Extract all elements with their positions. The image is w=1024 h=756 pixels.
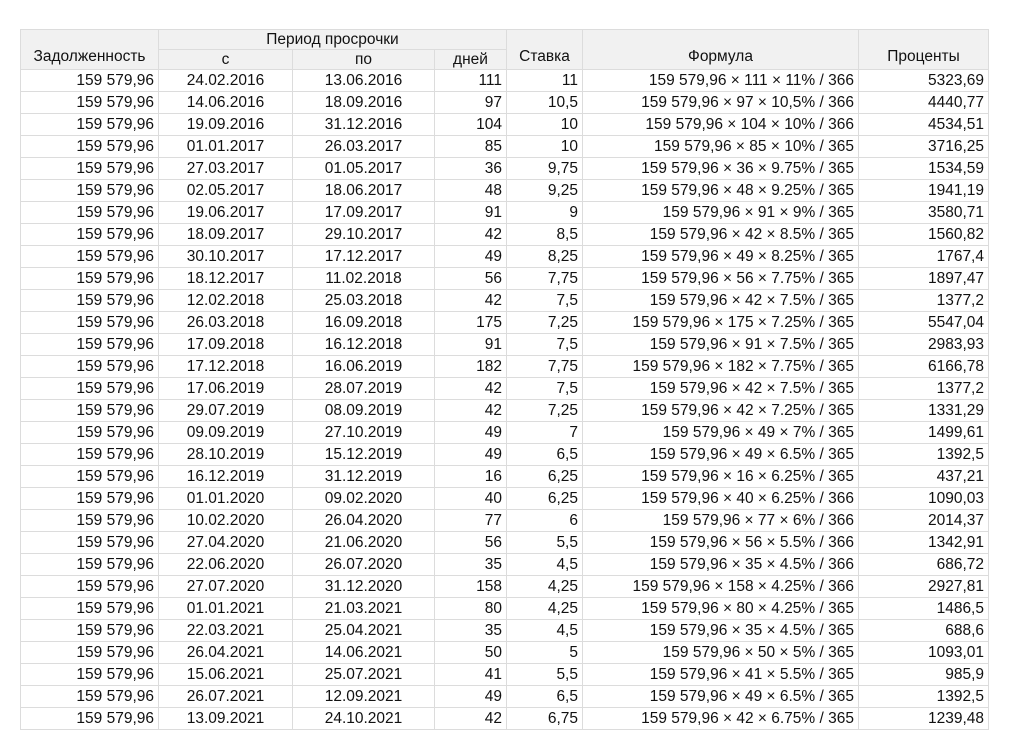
cell-to: 13.06.2016	[293, 70, 435, 92]
cell-rate: 7,5	[507, 290, 583, 312]
cell-rate: 9	[507, 202, 583, 224]
cell-interest: 1499,61	[859, 422, 989, 444]
cell-debt: 159 579,96	[21, 598, 159, 620]
table-row	[21, 290, 989, 312]
cell-to: 25.04.2021	[293, 620, 435, 642]
table-row	[21, 202, 989, 224]
cell-rate: 10	[507, 136, 583, 158]
header-from: с	[159, 50, 293, 70]
cell-debt: 159 579,96	[21, 180, 159, 202]
cell-debt: 159 579,96	[21, 422, 159, 444]
cell-days: 42	[435, 708, 507, 730]
cell-from: 26.04.2021	[159, 642, 293, 664]
cell-rate: 8,5	[507, 224, 583, 246]
cell-days: 40	[435, 488, 507, 510]
cell-from: 17.09.2018	[159, 334, 293, 356]
cell-days: 35	[435, 620, 507, 642]
cell-to: 16.12.2018	[293, 334, 435, 356]
cell-debt: 159 579,96	[21, 620, 159, 642]
cell-formula: 159 579,96 × 41 × 5.5% / 365	[583, 664, 859, 686]
cell-interest: 1342,91	[859, 532, 989, 554]
cell-to: 31.12.2020	[293, 576, 435, 598]
table-row	[21, 268, 989, 290]
cell-formula: 159 579,96 × 91 × 7.5% / 365	[583, 334, 859, 356]
cell-from: 16.12.2019	[159, 466, 293, 488]
cell-formula: 159 579,96 × 49 × 6.5% / 365	[583, 686, 859, 708]
cell-formula: 159 579,96 × 42 × 7.25% / 365	[583, 400, 859, 422]
cell-to: 08.09.2019	[293, 400, 435, 422]
cell-debt: 159 579,96	[21, 708, 159, 730]
cell-days: 36	[435, 158, 507, 180]
table-row	[21, 356, 989, 378]
cell-rate: 4,25	[507, 598, 583, 620]
cell-from: 26.03.2018	[159, 312, 293, 334]
cell-to: 31.12.2019	[293, 466, 435, 488]
cell-from: 17.06.2019	[159, 378, 293, 400]
cell-from: 19.09.2016	[159, 114, 293, 136]
cell-from: 29.07.2019	[159, 400, 293, 422]
cell-formula: 159 579,96 × 85 × 10% / 365	[583, 136, 859, 158]
cell-interest: 1377,2	[859, 378, 989, 400]
cell-days: 48	[435, 180, 507, 202]
cell-days: 91	[435, 202, 507, 224]
cell-rate: 6,25	[507, 488, 583, 510]
cell-to: 16.09.2018	[293, 312, 435, 334]
cell-interest: 688,6	[859, 620, 989, 642]
cell-interest: 3580,71	[859, 202, 989, 224]
cell-formula: 159 579,96 × 40 × 6.25% / 366	[583, 488, 859, 510]
table-row	[21, 422, 989, 444]
cell-rate: 5	[507, 642, 583, 664]
table-row	[21, 158, 989, 180]
cell-rate: 7,25	[507, 312, 583, 334]
cell-rate: 7,75	[507, 268, 583, 290]
cell-from: 28.10.2019	[159, 444, 293, 466]
cell-days: 16	[435, 466, 507, 488]
cell-interest: 1392,5	[859, 686, 989, 708]
cell-to: 17.12.2017	[293, 246, 435, 268]
header-debt: Задолженность	[21, 30, 159, 70]
cell-debt: 159 579,96	[21, 576, 159, 598]
table-row	[21, 400, 989, 422]
cell-interest: 686,72	[859, 554, 989, 576]
cell-debt: 159 579,96	[21, 356, 159, 378]
header-formula: Формула	[583, 30, 859, 70]
cell-debt: 159 579,96	[21, 312, 159, 334]
cell-formula: 159 579,96 × 48 × 9.25% / 365	[583, 180, 859, 202]
cell-formula: 159 579,96 × 36 × 9.75% / 365	[583, 158, 859, 180]
cell-debt: 159 579,96	[21, 642, 159, 664]
cell-days: 80	[435, 598, 507, 620]
cell-formula: 159 579,96 × 97 × 10,5% / 366	[583, 92, 859, 114]
cell-days: 104	[435, 114, 507, 136]
table-row	[21, 554, 989, 576]
cell-interest: 1897,47	[859, 268, 989, 290]
cell-to: 24.10.2021	[293, 708, 435, 730]
cell-formula: 159 579,96 × 35 × 4.5% / 366	[583, 554, 859, 576]
cell-days: 42	[435, 400, 507, 422]
cell-rate: 7	[507, 422, 583, 444]
cell-interest: 1767,4	[859, 246, 989, 268]
cell-rate: 6,75	[507, 708, 583, 730]
header-period-group: Период просрочки	[159, 30, 507, 50]
cell-rate: 6,5	[507, 444, 583, 466]
table-body	[21, 70, 989, 730]
table-row	[21, 136, 989, 158]
cell-formula: 159 579,96 × 16 × 6.25% / 365	[583, 466, 859, 488]
cell-from: 01.01.2017	[159, 136, 293, 158]
cell-rate: 11	[507, 70, 583, 92]
cell-formula: 159 579,96 × 91 × 9% / 365	[583, 202, 859, 224]
cell-days: 49	[435, 422, 507, 444]
table-row	[21, 708, 989, 730]
cell-formula: 159 579,96 × 42 × 7.5% / 365	[583, 378, 859, 400]
cell-from: 09.09.2019	[159, 422, 293, 444]
cell-days: 158	[435, 576, 507, 598]
table-row	[21, 92, 989, 114]
cell-days: 91	[435, 334, 507, 356]
cell-formula: 159 579,96 × 175 × 7.25% / 365	[583, 312, 859, 334]
cell-to: 11.02.2018	[293, 268, 435, 290]
cell-interest: 5323,69	[859, 70, 989, 92]
cell-interest: 6166,78	[859, 356, 989, 378]
cell-debt: 159 579,96	[21, 246, 159, 268]
table-row	[21, 224, 989, 246]
cell-interest: 5547,04	[859, 312, 989, 334]
cell-rate: 7,5	[507, 334, 583, 356]
table-row	[21, 664, 989, 686]
cell-debt: 159 579,96	[21, 378, 159, 400]
cell-days: 42	[435, 290, 507, 312]
cell-rate: 10	[507, 114, 583, 136]
cell-to: 17.09.2017	[293, 202, 435, 224]
cell-days: 35	[435, 554, 507, 576]
cell-days: 182	[435, 356, 507, 378]
cell-debt: 159 579,96	[21, 444, 159, 466]
table-row	[21, 576, 989, 598]
cell-interest: 1560,82	[859, 224, 989, 246]
cell-from: 22.03.2021	[159, 620, 293, 642]
table-row	[21, 378, 989, 400]
cell-from: 18.12.2017	[159, 268, 293, 290]
cell-from: 24.02.2016	[159, 70, 293, 92]
cell-from: 27.04.2020	[159, 532, 293, 554]
cell-rate: 8,25	[507, 246, 583, 268]
cell-to: 25.03.2018	[293, 290, 435, 312]
cell-formula: 159 579,96 × 104 × 10% / 366	[583, 114, 859, 136]
cell-from: 14.06.2016	[159, 92, 293, 114]
cell-interest: 1093,01	[859, 642, 989, 664]
cell-debt: 159 579,96	[21, 92, 159, 114]
table-row	[21, 334, 989, 356]
cell-from: 18.09.2017	[159, 224, 293, 246]
cell-formula: 159 579,96 × 35 × 4.5% / 365	[583, 620, 859, 642]
cell-days: 49	[435, 686, 507, 708]
cell-debt: 159 579,96	[21, 290, 159, 312]
cell-from: 26.07.2021	[159, 686, 293, 708]
cell-days: 49	[435, 444, 507, 466]
table-row	[21, 70, 989, 92]
cell-interest: 2014,37	[859, 510, 989, 532]
cell-debt: 159 579,96	[21, 488, 159, 510]
cell-days: 85	[435, 136, 507, 158]
cell-formula: 159 579,96 × 49 × 8.25% / 365	[583, 246, 859, 268]
cell-interest: 3716,25	[859, 136, 989, 158]
cell-to: 26.07.2020	[293, 554, 435, 576]
cell-to: 28.07.2019	[293, 378, 435, 400]
cell-days: 42	[435, 224, 507, 246]
cell-from: 22.06.2020	[159, 554, 293, 576]
cell-rate: 4,25	[507, 576, 583, 598]
header-to: по	[293, 50, 435, 70]
cell-interest: 1392,5	[859, 444, 989, 466]
cell-to: 01.05.2017	[293, 158, 435, 180]
table-row	[21, 180, 989, 202]
cell-interest: 1941,19	[859, 180, 989, 202]
table-row	[21, 466, 989, 488]
table-row	[21, 114, 989, 136]
cell-interest: 2927,81	[859, 576, 989, 598]
cell-interest: 2983,93	[859, 334, 989, 356]
table-row	[21, 532, 989, 554]
cell-from: 30.10.2017	[159, 246, 293, 268]
cell-formula: 159 579,96 × 56 × 7.75% / 365	[583, 268, 859, 290]
cell-debt: 159 579,96	[21, 466, 159, 488]
cell-rate: 7,75	[507, 356, 583, 378]
cell-interest: 985,9	[859, 664, 989, 686]
cell-rate: 7,25	[507, 400, 583, 422]
table-row	[21, 444, 989, 466]
cell-debt: 159 579,96	[21, 334, 159, 356]
cell-debt: 159 579,96	[21, 224, 159, 246]
table-row	[21, 312, 989, 334]
cell-formula: 159 579,96 × 56 × 5.5% / 366	[583, 532, 859, 554]
cell-interest: 1239,48	[859, 708, 989, 730]
cell-from: 13.09.2021	[159, 708, 293, 730]
cell-rate: 6	[507, 510, 583, 532]
cell-from: 15.06.2021	[159, 664, 293, 686]
cell-interest: 1534,59	[859, 158, 989, 180]
cell-debt: 159 579,96	[21, 510, 159, 532]
header-days: дней	[435, 50, 507, 70]
cell-debt: 159 579,96	[21, 664, 159, 686]
cell-formula: 159 579,96 × 77 × 6% / 366	[583, 510, 859, 532]
cell-to: 09.02.2020	[293, 488, 435, 510]
cell-interest: 1090,03	[859, 488, 989, 510]
cell-rate: 4,5	[507, 620, 583, 642]
cell-debt: 159 579,96	[21, 400, 159, 422]
cell-debt: 159 579,96	[21, 268, 159, 290]
cell-from: 02.05.2017	[159, 180, 293, 202]
cell-interest: 4534,51	[859, 114, 989, 136]
cell-to: 21.06.2020	[293, 532, 435, 554]
cell-debt: 159 579,96	[21, 70, 159, 92]
cell-debt: 159 579,96	[21, 686, 159, 708]
cell-days: 41	[435, 664, 507, 686]
interest-table	[20, 29, 989, 730]
cell-days: 56	[435, 268, 507, 290]
cell-from: 27.07.2020	[159, 576, 293, 598]
cell-formula: 159 579,96 × 49 × 6.5% / 365	[583, 444, 859, 466]
cell-formula: 159 579,96 × 182 × 7.75% / 365	[583, 356, 859, 378]
cell-debt: 159 579,96	[21, 554, 159, 576]
table-row	[21, 686, 989, 708]
cell-days: 49	[435, 246, 507, 268]
cell-formula: 159 579,96 × 50 × 5% / 365	[583, 642, 859, 664]
cell-to: 21.03.2021	[293, 598, 435, 620]
table-row	[21, 510, 989, 532]
cell-rate: 9,25	[507, 180, 583, 202]
cell-interest: 1486,5	[859, 598, 989, 620]
cell-formula: 159 579,96 × 42 × 7.5% / 365	[583, 290, 859, 312]
cell-to: 12.09.2021	[293, 686, 435, 708]
cell-interest: 1377,2	[859, 290, 989, 312]
cell-to: 31.12.2016	[293, 114, 435, 136]
cell-debt: 159 579,96	[21, 532, 159, 554]
cell-days: 77	[435, 510, 507, 532]
cell-to: 26.03.2017	[293, 136, 435, 158]
cell-formula: 159 579,96 × 42 × 6.75% / 365	[583, 708, 859, 730]
cell-debt: 159 579,96	[21, 114, 159, 136]
cell-interest: 437,21	[859, 466, 989, 488]
cell-formula: 159 579,96 × 42 × 8.5% / 365	[583, 224, 859, 246]
table-row	[21, 246, 989, 268]
cell-debt: 159 579,96	[21, 158, 159, 180]
cell-from: 10.02.2020	[159, 510, 293, 532]
cell-formula: 159 579,96 × 49 × 7% / 365	[583, 422, 859, 444]
cell-rate: 5,5	[507, 532, 583, 554]
cell-to: 18.09.2016	[293, 92, 435, 114]
cell-days: 56	[435, 532, 507, 554]
header-interest: Проценты	[859, 30, 989, 70]
cell-rate: 5,5	[507, 664, 583, 686]
cell-to: 16.06.2019	[293, 356, 435, 378]
cell-formula: 159 579,96 × 111 × 11% / 366	[583, 70, 859, 92]
cell-days: 175	[435, 312, 507, 334]
table-row	[21, 642, 989, 664]
cell-from: 19.06.2017	[159, 202, 293, 224]
cell-debt: 159 579,96	[21, 136, 159, 158]
cell-to: 25.07.2021	[293, 664, 435, 686]
cell-to: 26.04.2020	[293, 510, 435, 532]
cell-from: 01.01.2020	[159, 488, 293, 510]
cell-to: 14.06.2021	[293, 642, 435, 664]
cell-interest: 1331,29	[859, 400, 989, 422]
cell-from: 01.01.2021	[159, 598, 293, 620]
cell-days: 97	[435, 92, 507, 114]
cell-days: 111	[435, 70, 507, 92]
cell-interest: 4440,77	[859, 92, 989, 114]
table-row	[21, 620, 989, 642]
cell-formula: 159 579,96 × 80 × 4.25% / 365	[583, 598, 859, 620]
table-header	[21, 30, 989, 70]
cell-days: 50	[435, 642, 507, 664]
table-row	[21, 598, 989, 620]
header-rate: Ставка	[507, 30, 583, 70]
cell-formula: 159 579,96 × 158 × 4.25% / 366	[583, 576, 859, 598]
cell-rate: 4,5	[507, 554, 583, 576]
header-row-top	[21, 30, 989, 50]
cell-from: 12.02.2018	[159, 290, 293, 312]
cell-rate: 6,5	[507, 686, 583, 708]
cell-to: 29.10.2017	[293, 224, 435, 246]
cell-rate: 9,75	[507, 158, 583, 180]
cell-days: 42	[435, 378, 507, 400]
cell-to: 27.10.2019	[293, 422, 435, 444]
cell-to: 15.12.2019	[293, 444, 435, 466]
cell-rate: 10,5	[507, 92, 583, 114]
cell-debt: 159 579,96	[21, 202, 159, 224]
cell-from: 17.12.2018	[159, 356, 293, 378]
cell-rate: 6,25	[507, 466, 583, 488]
cell-rate: 7,5	[507, 378, 583, 400]
cell-from: 27.03.2017	[159, 158, 293, 180]
cell-to: 18.06.2017	[293, 180, 435, 202]
table-row	[21, 488, 989, 510]
